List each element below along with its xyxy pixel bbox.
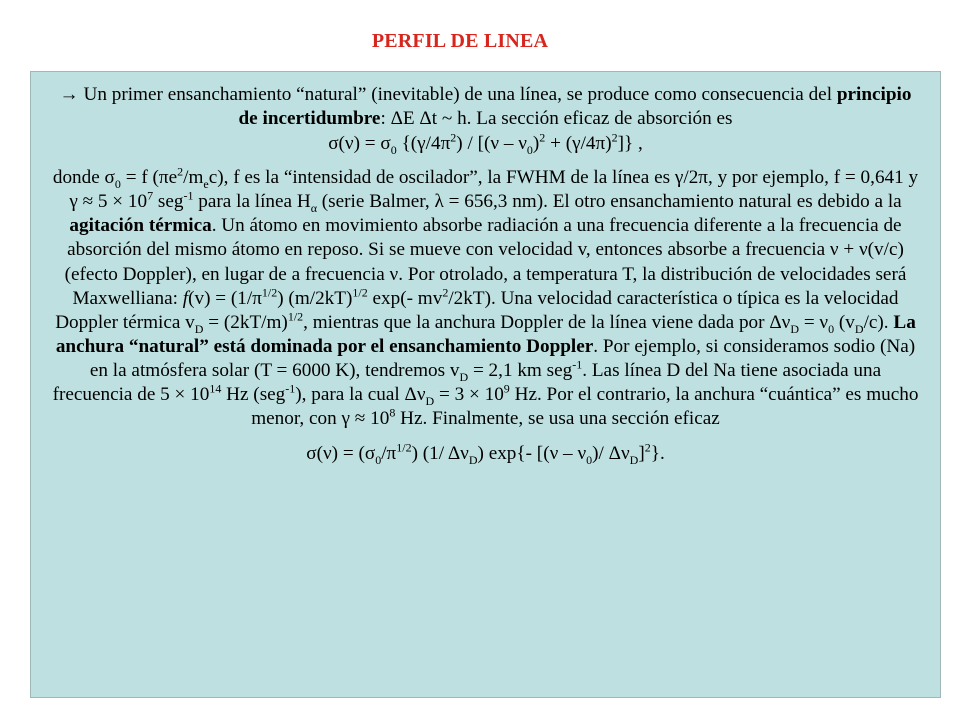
cross-section-formula-doppler: $\sigma(\nu) = (\sigma_0/\pi^{1/2})$ (1/ $\Delta\nu_D$) exp{- [$(\nu - \nu_0)/$ $\Delta\nu_D]^2$}. [306, 440, 665, 468]
content-panel [30, 71, 941, 698]
explanation-paragraph: donde $\sigma_0 = f$ $(\pi e^2/m_ec)$, f es la “intensidad de oscilador”, la FWHM de la línea es γ/2π, y por ejemplo, f = 0,641 y $\gamma \approx 5 \times 10^7$ seg$^{-1}$ para la línea $H_\alpha$ (serie Balmer, λ = 656,3 nm). El otro ensanchamiento natural es debido a la agitación térmica. Un átomo en movimiento absorbe radiación a una frecuencia diferente a la frecuencia de absorción del mismo átomo en reposo. Si se mueve con velocidad v, entonces absorbe a frecuencia ν + ν(v/c) (efecto Doppler), en lugar de a frecuencia ν. Por otrolado, a temperatura T, la distribución de velocidades será Maxwelliana: $f(v) = (1/\pi^{1/2})$ $(m/2kT)^{1/2}$ exp(- $mv^2/2kT$). Una velocidad característica o típica es la velocidad Doppler térmica $v_D = (2kT/m)^{1/2}$, mientras que la anchura Doppler de la línea viene dada por $\Delta\nu_D = \nu_0$ $(v_D/c)$. La anchura “natural” está dominada por el ensanchamiento Doppler. Por ejemplo, si consideramos sodio (Na) en la atmósfera solar (T = 6000 K), tendremos $v_D = 2,1$ km seg$^{-1}$. Las línea D del Na tiene asociada una frecuencia de $5 \times 10^{14}$ Hz (seg$^{-1}$), para la cual $\Delta\nu_D = 3 \times 10^9$ Hz. Por el contrario, la anchura “cuántica” es mucho menor, con $\gamma \approx 10^8$ Hz. Finalmente, se usa una sección eficaz [52, 164, 919, 430]
slide-title: PERFIL DE LINEA [371, 30, 549, 52]
thermal-agitation-term: agitación térmica [69, 215, 212, 237]
intro-paragraph: → Un primer ensanchamiento “natural” (inevitable) de una línea, se produce como consecuencia del principio de incertidumbre: ΔE Δt ~ h. La sección eficaz de absorción es [59, 84, 912, 130]
doppler-dominance-statement: La anchura “natural” está dominada por el ensanchamiento Doppler [55, 311, 916, 357]
uncertainty-principle-term: principio de incertidumbre [238, 84, 912, 130]
cross-section-formula-natural: $\sigma(\nu) = \sigma_0$ $\{(\gamma/4\pi^2) / [(\nu - \nu_0)^2 + (\gamma/4\pi)^2]\}$ , [328, 130, 643, 158]
right-arrow-icon: → [59, 84, 79, 105]
